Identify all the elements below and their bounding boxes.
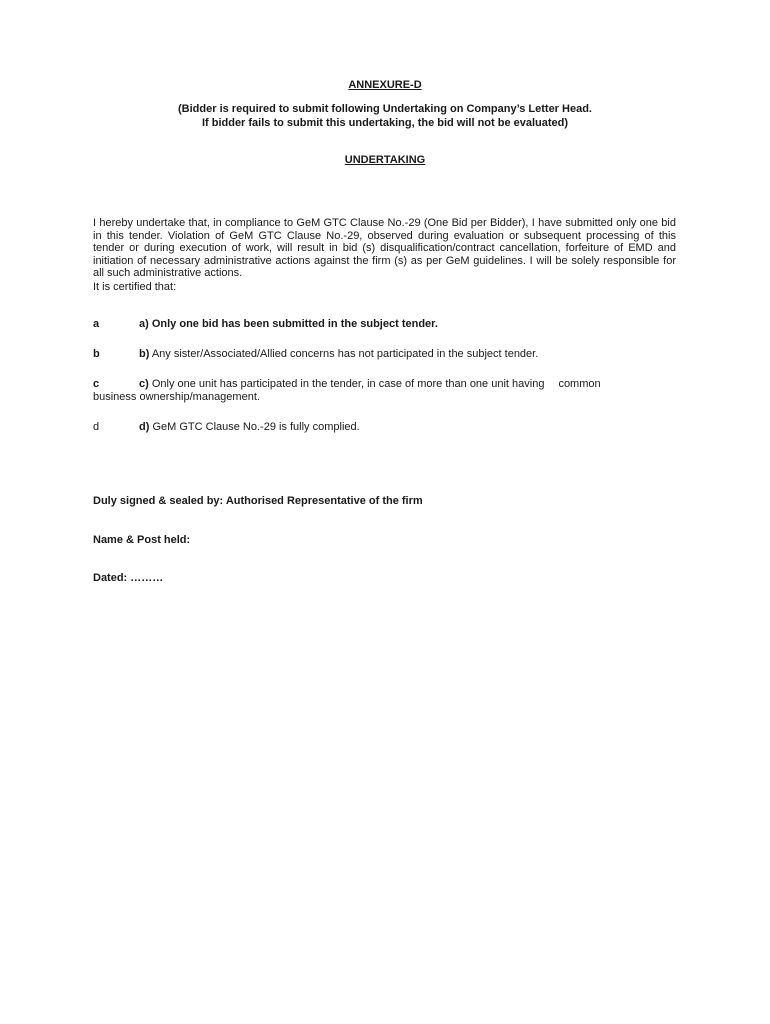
item-letter: a: [93, 318, 100, 330]
item-letter: b: [93, 348, 100, 360]
list-item-d: [93, 421, 676, 434]
item-text-common: common: [558, 378, 601, 390]
instruction-line-1: (Bidder is required to submit following Undertaking on Company’s Letter Head.: [178, 103, 592, 115]
section-title: UNDERTAKING: [344, 154, 426, 166]
item-text: Any sister/Associated/Allied concerns has not participated in the subject tender.: [151, 348, 539, 360]
item-letter: c: [93, 378, 100, 390]
list-item-c: [93, 378, 676, 404]
certified-line: It is certified that:: [93, 281, 177, 293]
item-label: a): [139, 318, 149, 330]
signed-line: Duly signed & sealed by: Authorised Representative of the firm: [93, 495, 423, 507]
item-label: b): [139, 348, 150, 360]
list-item-a: [93, 318, 676, 331]
undertaking-paragraph: I hereby undertake that, in compliance to GeM GTC Clause No.-29 (One Bid per Bidder), I have submitted only one bid in this tender. Violation of GeM GTC Clause No.-29, observed during evaluation or subsequent processing of this tender or during execution of work, will result in bid (s) disqualification/contract cancellation, forfeiture of EMD and initiation of necessary administrative actions against the firm (s) as per GeM guidelines. I will be solely responsible for all such administrative actions.: [93, 217, 676, 280]
item-letter: d: [93, 421, 100, 433]
item-label: d): [139, 421, 150, 433]
item-text: Only one bid has been submitted in the subject tender.: [151, 318, 438, 330]
dated-line: Dated: ………: [93, 572, 164, 584]
name-post-line: Name & Post held:: [93, 534, 191, 546]
item-text: GeM GTC Clause No.-29 is fully complied.: [152, 421, 360, 433]
instruction-line-2: If bidder fails to submit this undertaking, the bid will not be evaluated): [201, 117, 569, 129]
item-text-continued: business ownership/management.: [93, 391, 260, 403]
list-item-b: [93, 348, 676, 361]
item-label: c): [139, 378, 149, 390]
annexure-title: ANNEXURE-D: [348, 79, 422, 91]
item-text: Only one unit has participated in the tender, in case of more than one unit having: [151, 378, 545, 390]
